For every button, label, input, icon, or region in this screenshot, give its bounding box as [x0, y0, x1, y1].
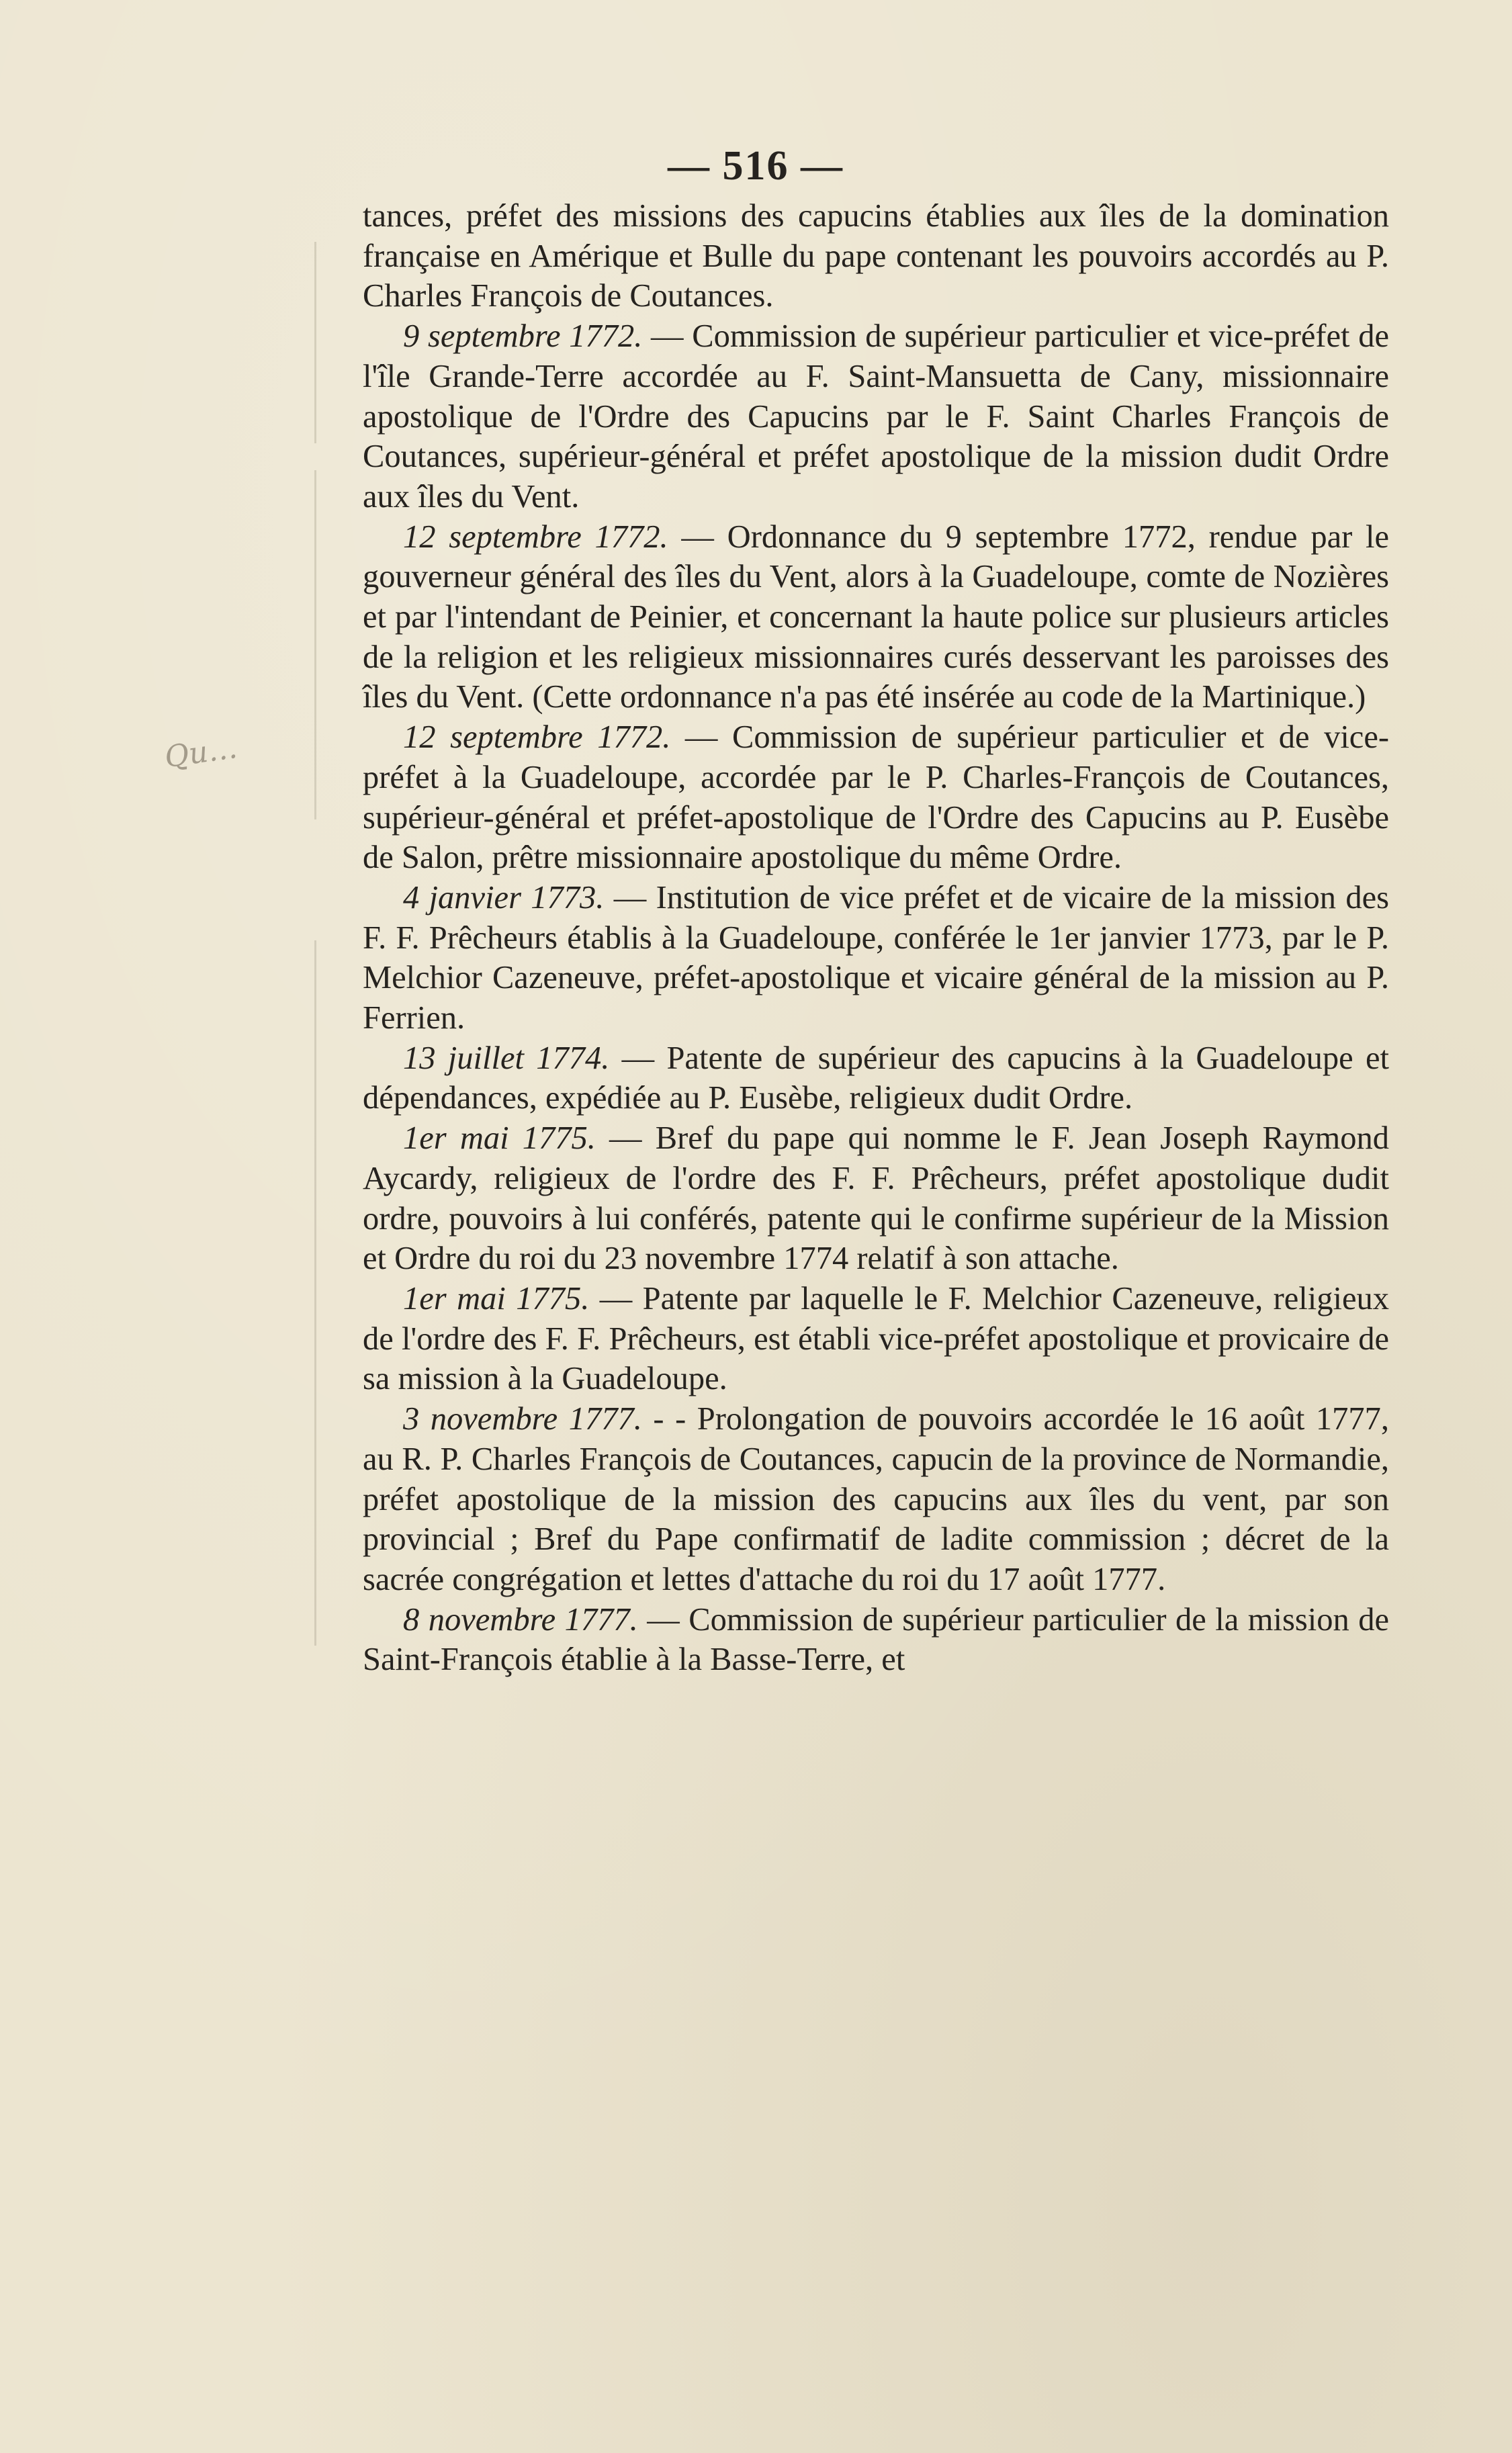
entry-date: 1er mai 1775. [403, 1280, 590, 1317]
entry-date: 12 septembre 1772. [403, 519, 668, 555]
chronology-entry [363, 1038, 1389, 1118]
handwritten-margin-note: Qu… [162, 730, 240, 775]
entry-date: 12 septembre 1772. [403, 719, 671, 756]
chronology-entry [363, 717, 1389, 878]
entry-date: 1er mai 1775. [403, 1120, 596, 1157]
text-column [363, 196, 1389, 1680]
entry-text: — Patente de supérieur des capucins à la Guadeloupe et dépendances, expédiée au P. Eusèbe, religieux dudit Ordre. [363, 1040, 1389, 1116]
chronology-entry [363, 1279, 1389, 1399]
paragraph-text: tances, préfet des missions des capucins établies aux îles de la domination française en Amérique et Bulle du pape contenant les pouvoirs accordés au P. Charles François de Coutances. [363, 198, 1389, 314]
entry-text: — Ordonnance du 9 septembre 1772, rendue par le gouverneur général des îles du Vent, alors à la Guadeloupe, comte de Nozières et par l'intendant de Peinier, et concernant la haute police sur plusieurs articles de la religion et les religieux missionnaires curés desservant les paroisses des îles du Vent. (Cette ordonnance n'a pas été insérée au code de la Martinique.) [363, 519, 1390, 715]
chronology-entry [363, 517, 1389, 718]
margin-mark [314, 940, 316, 1646]
margin-mark [314, 470, 316, 819]
entry-text: — Institution de vice préfet et de vicaire de la mission des F. F. Prêcheurs établis à la Guadeloupe, conférée le 1er janvier 1773, par le P. Melchior Cazeneuve, préfet-apostolique et vicaire général de la mission au P. Ferrien. [363, 879, 1389, 1036]
chronology-entry [363, 316, 1389, 517]
chronology-entry [363, 1118, 1389, 1279]
entry-text: — Bref du pape qui nomme le F. Jean Joseph Raymond Aycardy, religieux de l'ordre des F. F. Prêcheurs, préfet apostolique dudit ordre, pouvoirs à lui conférés, patente qui le confirme supérieur de la Mission et Ordre du roi du 23 novembre 1774 relatif à son attache. [363, 1120, 1389, 1277]
page-number: — 516 — [668, 143, 844, 189]
entry-date: 9 septembre 1772. [403, 318, 643, 355]
entry-text: — Commission de supérieur particulier de la mission de Saint-François établie à la Basse-Terre, et [363, 1601, 1389, 1678]
entry-date: 8 novembre 1777. [403, 1601, 638, 1638]
entry-text: - - Prolongation de pouvoirs accordée le 16 août 1777, au R. P. Charles François de Coutances, capucin de la province de Normandie, préfet apostolique de la mission des capucins aux îles du vent, par son provincial ; Bref du Pape confirmatif de ladite commission ; décret de la sacrée congrégation et lettes d'attache du roi du 17 août 1777. [363, 1401, 1389, 1597]
entry-date: 13 juillet 1774. [403, 1040, 610, 1076]
entry-date: 3 novembre 1777. [403, 1401, 642, 1437]
paragraph-continuation [363, 196, 1389, 316]
chronology-entry [363, 1399, 1389, 1600]
entry-text: — Commission de supérieur particulier et vice-préfet de l'île Grande-Terre accordée au F. Saint-Mansuetta de Cany, missionnaire apostolique de l'Ordre des Capucins par le F. Saint Charles François de Coutances, supérieur-général et préfet apostolique de la mission dudit Ordre aux îles du Vent. [363, 318, 1390, 515]
entry-date: 4 janvier 1773. [403, 879, 605, 916]
entry-text: — Patente par laquelle le F. Melchior Cazeneuve, religieux de l'ordre des F. F. Prêcheurs, est établi vice-préfet apostolique et provicaire de sa mission à la Guadeloupe. [363, 1280, 1389, 1397]
entry-text: — Commission de supérieur particulier et de vice-préfet à la Guadeloupe, accordée par le P. Charles-François de Coutances, supérieur-général et préfet-apostolique de l'Ordre des Capucins au P. Eusèbe de Salon, prêtre missionnaire apostolique du même Ordre. [363, 719, 1390, 876]
chronology-entry [363, 1600, 1389, 1680]
margin-mark [314, 242, 316, 443]
chronology-entry [363, 878, 1389, 1038]
